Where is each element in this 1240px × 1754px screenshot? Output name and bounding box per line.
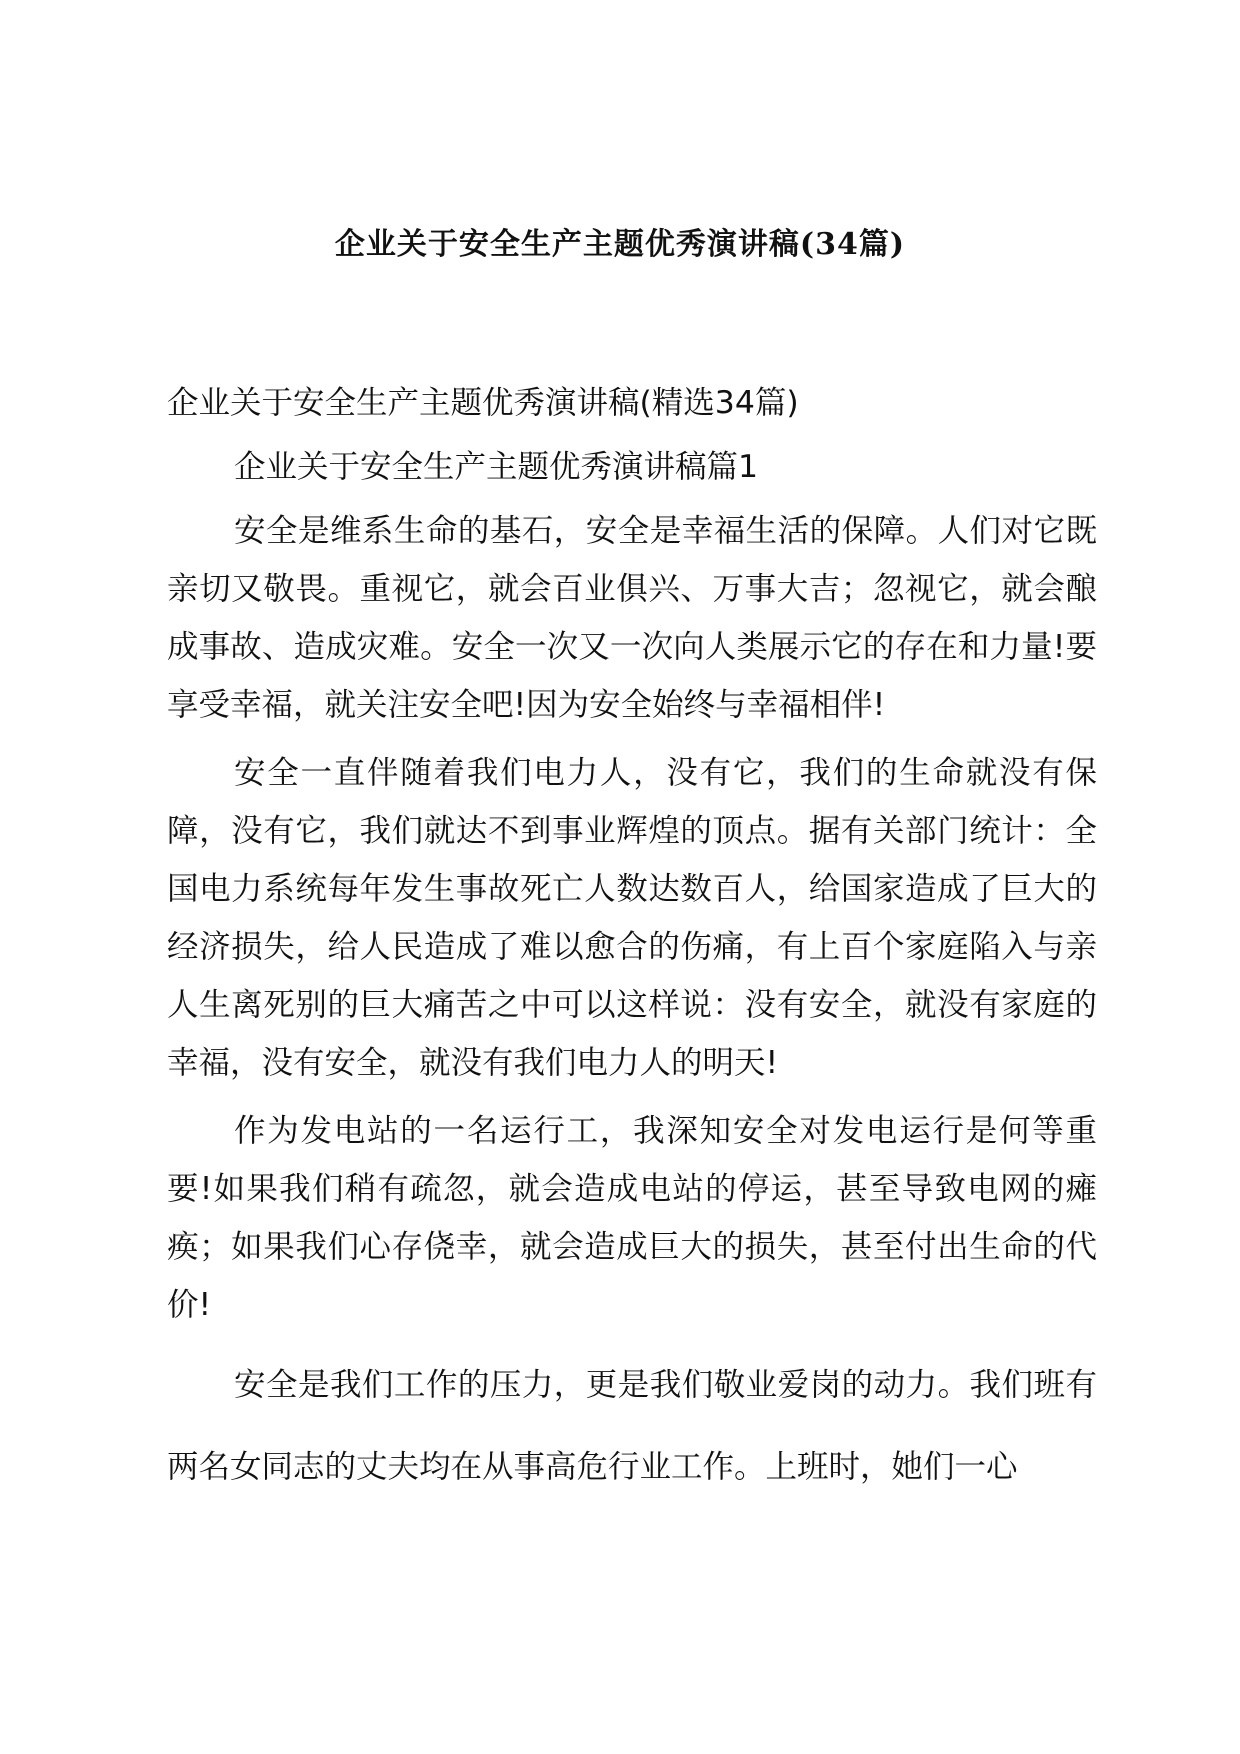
document-body — [167, 380, 1097, 1518]
paragraph: 安全一直伴随着我们电力人，没有它，我们的生命就没有保障，没有它，我们就达不到事业辉煌的顶点。据有关部门统计：全国电力系统每年发生事故死亡人数达数百人，给国家造成了巨大的经济损失，给人民造成了难以愈合的伤痛，有上百个家庭陷入与亲人生离死别的巨大痛苦之中可以这样说：没有安全，就没有家庭的幸福，没有安全，就没有我们电力人的明天! — [167, 755, 1097, 1081]
paragraph: 作为发电站的一名运行工，我深知安全对发电运行是何等重要!如果我们稍有疏忽，就会造成电站的停运，甚至导致电网的瘫痪；如果我们心存侥幸，就会造成巨大的损失，甚至付出生命的代价! — [167, 1113, 1097, 1323]
section-heading: 企业关于安全生产主题优秀演讲稿篇1 — [234, 449, 759, 485]
document-title: 企业关于安全生产主题优秀演讲稿(34篇) — [334, 227, 906, 262]
paragraph: 安全是我们工作的压力，更是我们敬业爱岗的动力。我们班有两名女同志的丈夫均在从事高危行业工作。上班时，她们一心 — [167, 1367, 1097, 1485]
paragraph: 安全是维系生命的基石，安全是幸福生活的保障。人们对它既亲切又敬畏。重视它，就会百业俱兴、万事大吉；忽视它，就会酿成事故、造成灾难。安全一次又一次向人类展示它的存在和力量!要享受幸福，就关注安全吧!因为安全始终与幸福相伴! — [167, 513, 1097, 723]
document-subtitle: 企业关于安全生产主题优秀演讲稿(精选34篇) — [167, 385, 799, 421]
